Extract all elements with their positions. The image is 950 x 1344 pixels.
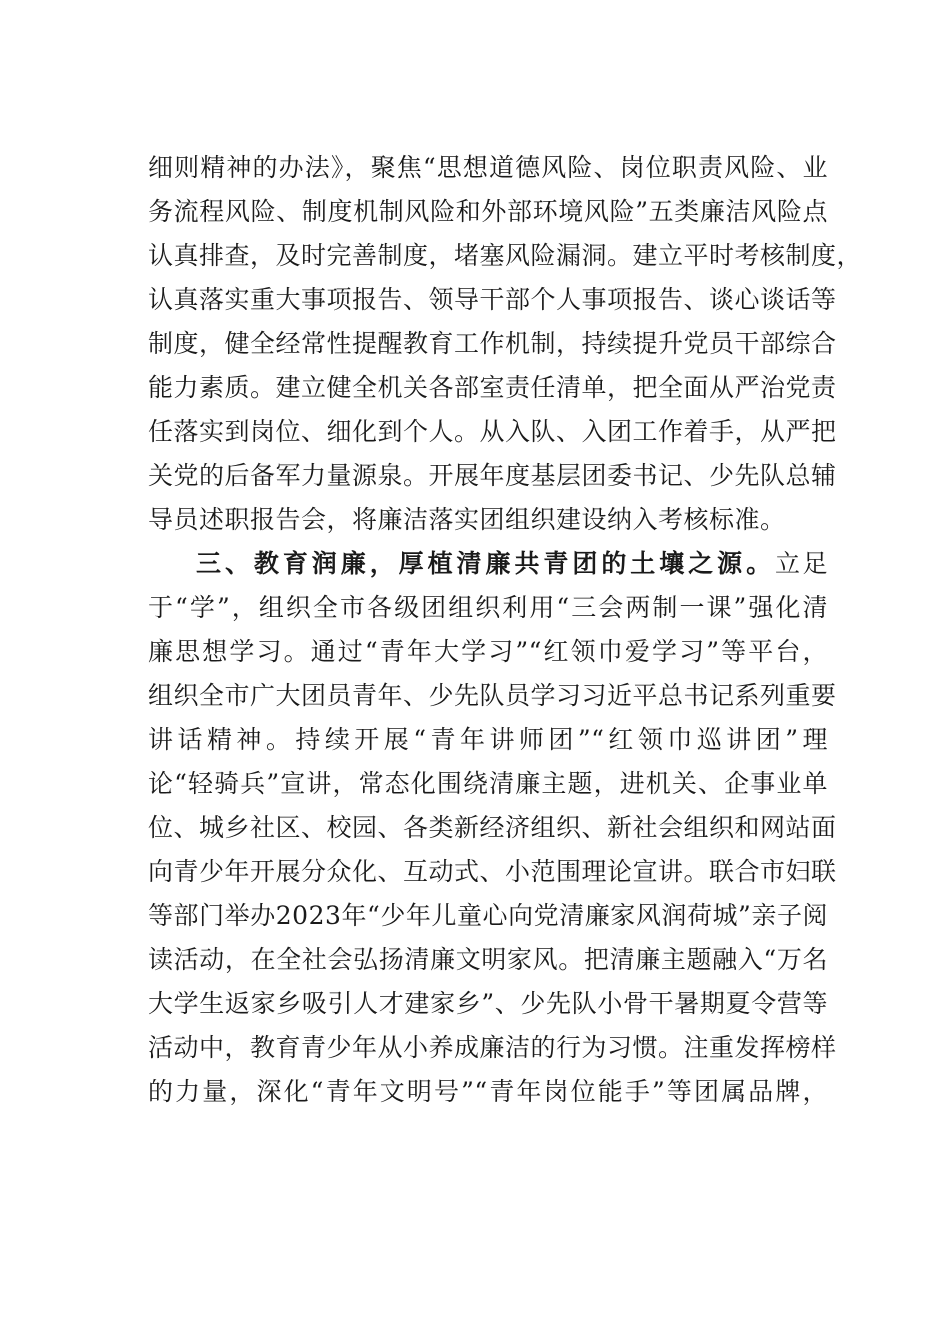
paragraph-2-line-10: 读活动，在全社会弘扬清廉文明家风。把清廉主题融入“万名 — [148, 945, 828, 974]
paragraph-1-line-3: 认真排查，及时完善制度，堵塞风险漏洞。建立平时考核制度， — [148, 241, 863, 270]
paragraph-1-line-5: 制度，健全经常性提醒教育工作机制，持续提升党员干部综合 — [148, 329, 837, 358]
paragraph-2-line-1 — [196, 546, 828, 582]
paragraph-2-line-5: 讲话精神。持续开展“青年讲师团”“红领巾巡讲团”理 — [148, 725, 828, 754]
paragraph-2-line-7: 位、城乡社区、校园、各类新经济组织、新社会组织和网站面 — [148, 813, 837, 842]
paragraph-1-line-1: 细则精神的办法》，聚焦“思想道德风险、岗位职责风险、业 — [148, 153, 828, 182]
paragraph-2-line-11: 大学生返家乡吸引人才建家乡”、少先队小骨干暑期夏令营等 — [148, 989, 828, 1018]
paragraph-2-line-3: 廉思想学习。通过“青年大学习”“红领巾爱学习”等平台， — [148, 637, 828, 666]
paragraph-1-line-7: 任落实到岗位、细化到个人。从入队、入团工作着手，从严把 — [148, 417, 837, 446]
paragraph-1-line-8: 关党的后备军力量源泉。开展年度基层团委书记、少先队总辅 — [148, 461, 837, 490]
paragraph-2-line-9: 等部门举办2023年“少年儿童心向党清廉家风润荷城”亲子阅 — [148, 901, 828, 930]
paragraph-2-line-13: 的力量，深化“青年文明号”“青年岗位能手”等团属品牌， — [148, 1077, 828, 1106]
section-heading-continuation: 立足 — [775, 549, 828, 578]
paragraph-2-line-4: 组织全市广大团员青年、少先队员学习习近平总书记系列重要 — [148, 681, 837, 710]
paragraph-1-line-4: 认真落实重大事项报告、领导干部个人事项报告、谈心谈话等 — [148, 285, 837, 314]
paragraph-2-line-2: 于“学”，组织全市各级团组织利用“三会两制一课”强化清 — [148, 593, 828, 622]
paragraph-2-line-8: 向青少年开展分众化、互动式、小范围理论宣讲。联合市妇联 — [148, 857, 837, 886]
paragraph-2-line-12: 活动中，教育青少年从小养成廉洁的行为习惯。注重发挥榜样 — [148, 1033, 837, 1062]
paragraph-2-line-6: 论“轻骑兵”宣讲，常态化围绕清廉主题，进机关、企事业单 — [148, 769, 828, 798]
paragraph-1-line-6: 能力素质。建立健全机关各部室责任清单，把全面从严治党责 — [148, 373, 837, 402]
paragraph-1-line-2: 务流程风险、制度机制风险和外部环境风险”五类廉洁风险点 — [148, 197, 828, 226]
section-heading: 三、教育润廉，厚植清廉共青团的土壤之源。 — [196, 549, 776, 578]
paragraph-1-line-9: 导员述职报告会，将廉洁落实团组织建设纳入考核标准。 — [148, 505, 786, 534]
